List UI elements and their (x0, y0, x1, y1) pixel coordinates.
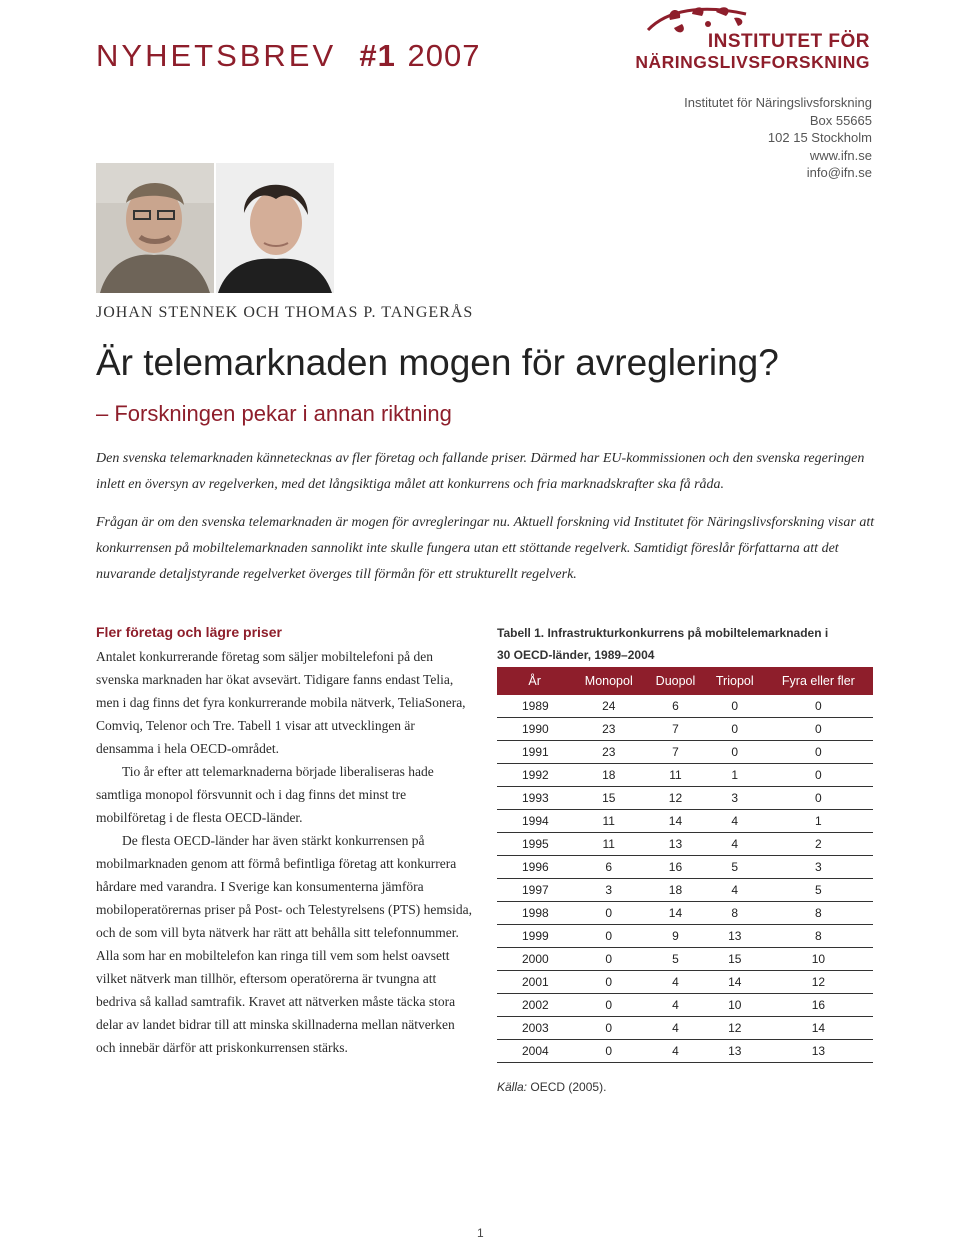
table-cell: 2004 (497, 1040, 572, 1063)
table-row (497, 833, 873, 856)
table-caption-line-2: 30 OECD-länder, 1989–2004 (497, 648, 655, 662)
table-cell: 4 (645, 1017, 706, 1040)
table-cell: 18 (645, 879, 706, 902)
table-cell: 4 (645, 1040, 706, 1063)
newsletter-name: NYHETSBREV (96, 38, 337, 73)
table-cell: 2 (764, 833, 873, 856)
table-row (497, 856, 873, 879)
table-cell: 6 (572, 856, 645, 879)
table-cell: 7 (645, 718, 706, 741)
table-cell: 1998 (497, 902, 572, 925)
table-cell: 0 (764, 741, 873, 764)
source-text: OECD (2005). (530, 1080, 607, 1094)
table-cell: 0 (572, 902, 645, 925)
table-cell: 11 (572, 833, 645, 856)
table-cell: 2002 (497, 994, 572, 1017)
logo-line-1: INSTITUTET FÖR (707, 31, 870, 52)
portrait-image (96, 163, 214, 293)
table-cell: 13 (706, 1040, 764, 1063)
table-cell: 1989 (497, 695, 572, 718)
newsletter-title (96, 38, 480, 74)
table-cell: 1 (764, 810, 873, 833)
table-cell: 0 (572, 994, 645, 1017)
table-cell: 14 (706, 971, 764, 994)
table-cell: 16 (645, 856, 706, 879)
table-cell: 1995 (497, 833, 572, 856)
table-cell: 4 (645, 994, 706, 1017)
table-cell: 0 (764, 695, 873, 718)
table-cell: 5 (706, 856, 764, 879)
article-authors: JOHAN STENNEK OCH THOMAS P. TANGERÅS (96, 304, 474, 321)
table-cell: 1990 (497, 718, 572, 741)
article-title: Är telemarknaden mogen för avreglering? (96, 342, 779, 383)
table-cell: 23 (572, 718, 645, 741)
table-cell: 1999 (497, 925, 572, 948)
table-cell: 10 (764, 948, 873, 971)
logo-wordmark (635, 32, 870, 72)
header-triopoly: Triopol (706, 667, 764, 695)
table-cell: 9 (645, 925, 706, 948)
address-box: Box 55665 (809, 112, 872, 128)
table-cell: 11 (572, 810, 645, 833)
table-cell: 4 (706, 833, 764, 856)
table-source (497, 1080, 606, 1094)
table-row (497, 810, 873, 833)
table-cell: 15 (572, 787, 645, 810)
table-cell: 1991 (497, 741, 572, 764)
body-paragraph-1: Antalet konkurrerande företag som säljer mobiltelefoni på den svenska marknaden har ökat avsevärt. Tidigare fanns endast Telia, men i dag finns det fyra konkurrerande mobila nätverk, TeliaSonera, Comviq, Telenor och Tre. Tabell 1 visar att utvecklingen är densamma i hela OECD-området. (96, 649, 466, 756)
table-cell: 23 (572, 741, 645, 764)
body-paragraph-2: Tio år efter att telemarknaderna började liberaliseras hade samtliga monopol försvunnit och i dag finns det minst tre mobilföretag i de flesta OECD-länder. (96, 764, 434, 825)
table-cell: 12 (764, 971, 873, 994)
table-row (497, 695, 873, 718)
table-cell: 13 (706, 925, 764, 948)
table-cell: 2000 (497, 948, 572, 971)
header-duopoly: Duopol (645, 667, 706, 695)
header-year: År (497, 667, 572, 695)
table-cell: 0 (764, 718, 873, 741)
table-cell: 12 (706, 1017, 764, 1040)
table-row (497, 948, 873, 971)
body-column (96, 645, 476, 1059)
table-cell: 1994 (497, 810, 572, 833)
table-row (497, 902, 873, 925)
table-cell: 0 (572, 948, 645, 971)
address-web: www.ifn.se (809, 147, 872, 163)
table-cell: 0 (764, 764, 873, 787)
table-cell: 0 (572, 1017, 645, 1040)
header-monopoly: Monopol (572, 667, 645, 695)
table-cell: 13 (764, 1040, 873, 1063)
table-cell: 13 (645, 833, 706, 856)
table-cell: 1 (706, 764, 764, 787)
table-cell: 0 (572, 925, 645, 948)
table-row (497, 925, 873, 948)
table-cell: 0 (764, 787, 873, 810)
author-photo-stennek (96, 163, 214, 293)
intro-paragraph-1: Den svenska telemarknaden kännetecknas av fler företag och fallande priser. Därmed har EU-kommissionen och den svenska regeringen inlett en översyn av regelverken, med det långsiktiga målet att konkurrens och fria marknadskrafter ska få råda. (96, 451, 865, 492)
table-cell: 0 (706, 741, 764, 764)
table-cell: 0 (572, 971, 645, 994)
address-name: Institutet för Näringslivsforskning (684, 95, 872, 110)
table-cell: 0 (706, 718, 764, 741)
table-cell: 24 (572, 695, 645, 718)
article-subtitle: – Forskningen pekar i annan riktning (96, 401, 452, 426)
table-cell: 5 (764, 879, 873, 902)
table-row (497, 994, 873, 1017)
table-row (497, 971, 873, 994)
table-cell: 3 (572, 879, 645, 902)
table-cell: 7 (645, 741, 706, 764)
table-row (497, 879, 873, 902)
address-block (684, 94, 872, 182)
intro-paragraph-2: Frågan är om den svenska telemarknaden är mogen för avregleringar nu. Aktuell forskning vid Institutet för Näringslivsforskning visar att konkurrensen på mobiltelemarknaden sannolikt inte skulle fungera utan ett stöttande regelverk. Samtidigt föreslår författarna att det nuvarande detaljstyrande regelverket överges till förmån för ett strukturellt regelverk. (96, 515, 875, 582)
table-cell: 14 (645, 902, 706, 925)
table-cell: 18 (572, 764, 645, 787)
table-cell: 4 (706, 810, 764, 833)
table-cell: 8 (764, 925, 873, 948)
table-cell: 8 (764, 902, 873, 925)
table-cell: 4 (645, 971, 706, 994)
table-cell: 12 (645, 787, 706, 810)
table-cell: 6 (645, 695, 706, 718)
table-caption-line-1: Tabell 1. Infrastrukturkonkurrens på mobiltelemarknaden i (497, 626, 829, 640)
table-cell: 0 (572, 1040, 645, 1063)
source-label: Källa: (497, 1080, 528, 1094)
table-cell: 10 (706, 994, 764, 1017)
table-cell: 2001 (497, 971, 572, 994)
issue-year: 2007 (407, 38, 481, 73)
table-cell: 11 (645, 764, 706, 787)
page-number: 1 (477, 1226, 484, 1240)
table-cell: 8 (706, 902, 764, 925)
table-row (497, 741, 873, 764)
table-cell: 3 (706, 787, 764, 810)
table-row (497, 718, 873, 741)
table-row (497, 1040, 873, 1063)
table-body (497, 695, 873, 1063)
table-cell: 0 (706, 695, 764, 718)
table-cell: 2003 (497, 1017, 572, 1040)
table-cell: 1997 (497, 879, 572, 902)
section-heading: Fler företag och lägre priser (96, 624, 282, 640)
table-cell: 14 (764, 1017, 873, 1040)
table-cell: 1996 (497, 856, 572, 879)
table-row (497, 764, 873, 787)
body-paragraph-3: De flesta OECD-länder har även stärkt konkurrensen på mobilmarknaden genom att förmå befintliga företag att konkurrera hårdare med varandra. I Sverige kan konsumenterna jämföra mobiloperatörernas priser på Post- och Telestyrelsens (PTS) hemsida, och de som vill byta nätverk har rätt att behålla sitt telefonnummer. Alla som har en mobiltelefon kan ringa till vem som helst oavsett vilket nätverk man tillhör, eftersom operatörerna är tvungna att bedriva så kallad samtrafik. Kravet att nätverken måste täcka stora delar av landet bidrar till att minska skillnaderna mellan nätverken och innebär därför att priskonkurrensen stärks. (96, 833, 472, 1055)
table-cell: 4 (706, 879, 764, 902)
table-cell: 16 (764, 994, 873, 1017)
table-cell: 1992 (497, 764, 572, 787)
table-cell: 14 (645, 810, 706, 833)
table-caption (497, 622, 877, 666)
table-cell: 1993 (497, 787, 572, 810)
address-city: 102 15 Stockholm (767, 130, 872, 145)
table-cell: 5 (645, 948, 706, 971)
competition-table (497, 667, 873, 1063)
address-email: info@ifn.se (806, 165, 872, 180)
author-photo-tangeras (216, 163, 334, 293)
header-four-or-more: Fyra eller fler (764, 667, 873, 695)
issue-number: #1 (359, 38, 396, 73)
table-cell: 3 (764, 856, 873, 879)
logo-line-2: NÄRINGSLIVSFORSKNING (635, 52, 870, 72)
table-row (497, 787, 873, 810)
portrait-image (216, 163, 334, 293)
table-cell: 15 (706, 948, 764, 971)
table-header-row (497, 667, 873, 695)
table-row (497, 1017, 873, 1040)
